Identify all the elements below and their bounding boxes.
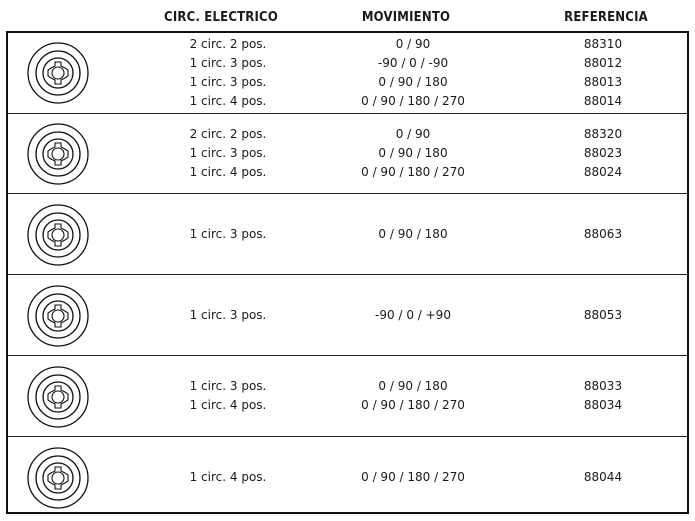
- reference-cell: 88310: [583, 37, 623, 51]
- movement-column: [338, 356, 488, 436]
- circuit-column: [158, 356, 298, 436]
- movement-column: [338, 114, 488, 193]
- rotary-switch-icon: [26, 284, 90, 348]
- table-group: [8, 193, 687, 274]
- circuit-column: [158, 275, 298, 355]
- movement-column: [338, 194, 488, 274]
- movement-cell: 0 / 90 / 180: [378, 146, 448, 160]
- table-group: [8, 274, 687, 355]
- reference-cell: 88063: [583, 226, 623, 241]
- reference-cell: 88053: [583, 307, 623, 322]
- switch-table: [6, 31, 689, 514]
- circuit-cell: 1 circ. 4 pos.: [189, 94, 267, 108]
- reference-column: [548, 356, 658, 436]
- movement-cell: 0 / 90: [395, 127, 431, 141]
- reference-cell: 88320: [583, 127, 623, 141]
- rotary-switch-icon: [26, 122, 90, 186]
- reference-cell: 88024: [583, 165, 623, 179]
- circuit-cell: 1 circ. 4 pos.: [189, 398, 267, 412]
- movement-column: [338, 437, 488, 517]
- circuit-cell: 1 circ. 3 pos.: [189, 307, 267, 322]
- rotary-switch-icon: [26, 203, 90, 267]
- movement-cell: 0 / 90 / 180 / 270: [361, 469, 465, 484]
- movement-column: [338, 33, 488, 113]
- reference-cell: 88034: [583, 398, 623, 412]
- reference-cell: 88023: [583, 146, 623, 160]
- table-group: [8, 33, 687, 113]
- circuit-column: [158, 194, 298, 274]
- movement-cell: 0 / 90 / 180 / 270: [361, 94, 465, 108]
- reference-column: [548, 437, 658, 517]
- circuit-column: [158, 437, 298, 517]
- movement-column: [338, 275, 488, 355]
- movement-cell: -90 / 0 / -90: [377, 56, 449, 70]
- reference-column: [548, 275, 658, 355]
- reference-cell: 88014: [583, 94, 623, 108]
- movement-cell: 0 / 90 / 180: [378, 75, 448, 89]
- table-group: [8, 113, 687, 193]
- header-movement: MOVIMIENTO: [361, 10, 451, 25]
- table-group: [8, 355, 687, 436]
- rotary-switch-icon: [26, 446, 90, 510]
- circuit-cell: 1 circ. 4 pos.: [189, 165, 267, 179]
- reference-cell: 88013: [583, 75, 623, 89]
- circuit-cell: 1 circ. 3 pos.: [189, 146, 267, 160]
- circuit-cell: 1 circ. 4 pos.: [189, 469, 267, 484]
- circuit-cell: 2 circ. 2 pos.: [189, 37, 267, 51]
- reference-column: [548, 33, 658, 113]
- circuit-cell: 2 circ. 2 pos.: [189, 127, 267, 141]
- table-group: [8, 436, 687, 517]
- table-header: [0, 0, 695, 30]
- circuit-cell: 1 circ. 3 pos.: [189, 75, 267, 89]
- movement-cell: 0 / 90 / 180 / 270: [361, 398, 465, 412]
- movement-cell: 0 / 90 / 180: [378, 226, 448, 241]
- header-circuit: CIRC. ELECTRICO: [164, 10, 278, 25]
- movement-cell: 0 / 90: [395, 37, 431, 51]
- circuit-cell: 1 circ. 3 pos.: [189, 56, 267, 70]
- header-reference: REFERENCIA: [564, 10, 648, 25]
- movement-cell: 0 / 90 / 180 / 270: [361, 165, 465, 179]
- reference-cell: 88044: [583, 469, 623, 484]
- rotary-switch-icon: [26, 365, 90, 429]
- reference-column: [548, 114, 658, 193]
- circuit-column: [158, 114, 298, 193]
- circuit-cell: 1 circ. 3 pos.: [189, 379, 267, 393]
- rotary-switch-icon: [26, 41, 90, 105]
- reference-cell: 88012: [583, 56, 623, 70]
- reference-column: [548, 194, 658, 274]
- circuit-column: [158, 33, 298, 113]
- movement-cell: -90 / 0 / +90: [375, 307, 451, 322]
- movement-cell: 0 / 90 / 180: [378, 379, 448, 393]
- reference-cell: 88033: [583, 379, 623, 393]
- circuit-cell: 1 circ. 3 pos.: [189, 226, 267, 241]
